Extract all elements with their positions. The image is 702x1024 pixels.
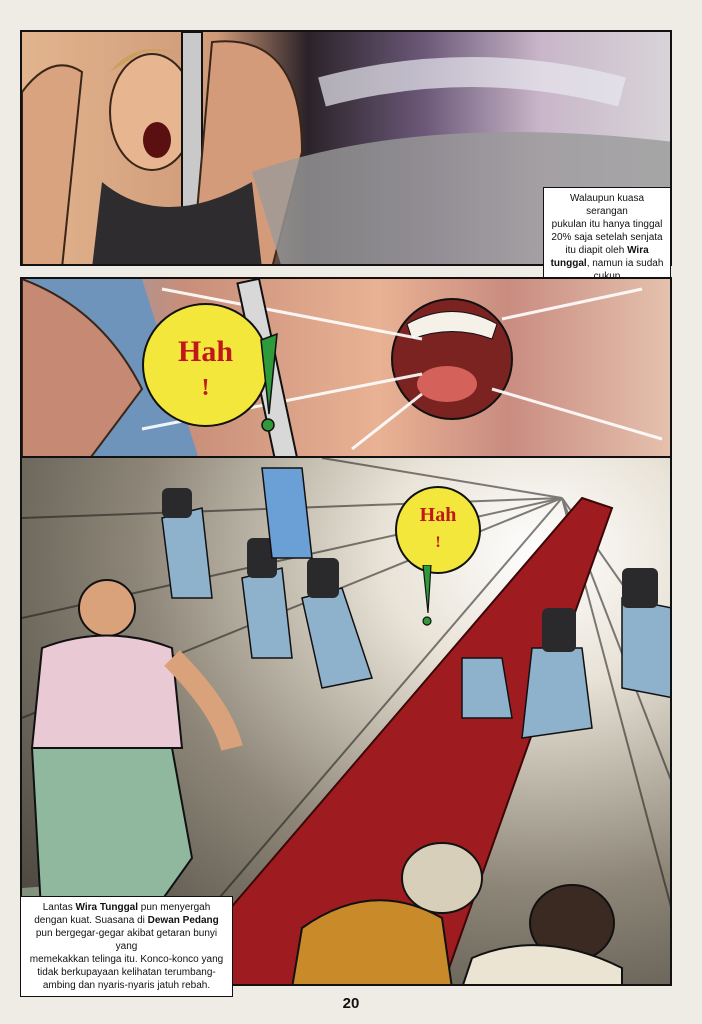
name-tunggal: tunggal <box>550 258 587 269</box>
shouting-mouth-illustration <box>22 279 672 467</box>
page-number: 20 <box>342 995 360 1012</box>
panel-2-mouth-closeup <box>20 277 672 467</box>
speech-bubble-hah-large: Hah ! <box>142 303 269 427</box>
caption-panel-1: Walaupun kuasa serangan pukulan itu hanya tinggal 20% saja setelah senjata itu diapit oleh Wira tunggal, namun ia sudah <box>543 187 671 301</box>
name-wira: Wira <box>627 245 649 256</box>
speech-bubble-tail-exclamation-large <box>255 330 283 434</box>
name-dewan-pedang: Dewan Pedang <box>147 915 219 926</box>
name-wira-tunggal: Wira Tunggal <box>75 902 139 913</box>
speech-bubble-hah-small: Hah ! <box>395 486 481 574</box>
speech-bubble-tail-exclamation-small <box>418 565 436 627</box>
caption-panel-3: Lantas Wira Tunggal pun menyergah dengan kuat. Suasana di Dewan Pedang pun bergegar-gegar akibat getaran bunyi yang memekakkan telinga itu. Konco-konco yang tidak berkupayaan kelihatan terumbang- ambing dan nyaris-nyaris jatuh rebah. <box>20 896 233 997</box>
